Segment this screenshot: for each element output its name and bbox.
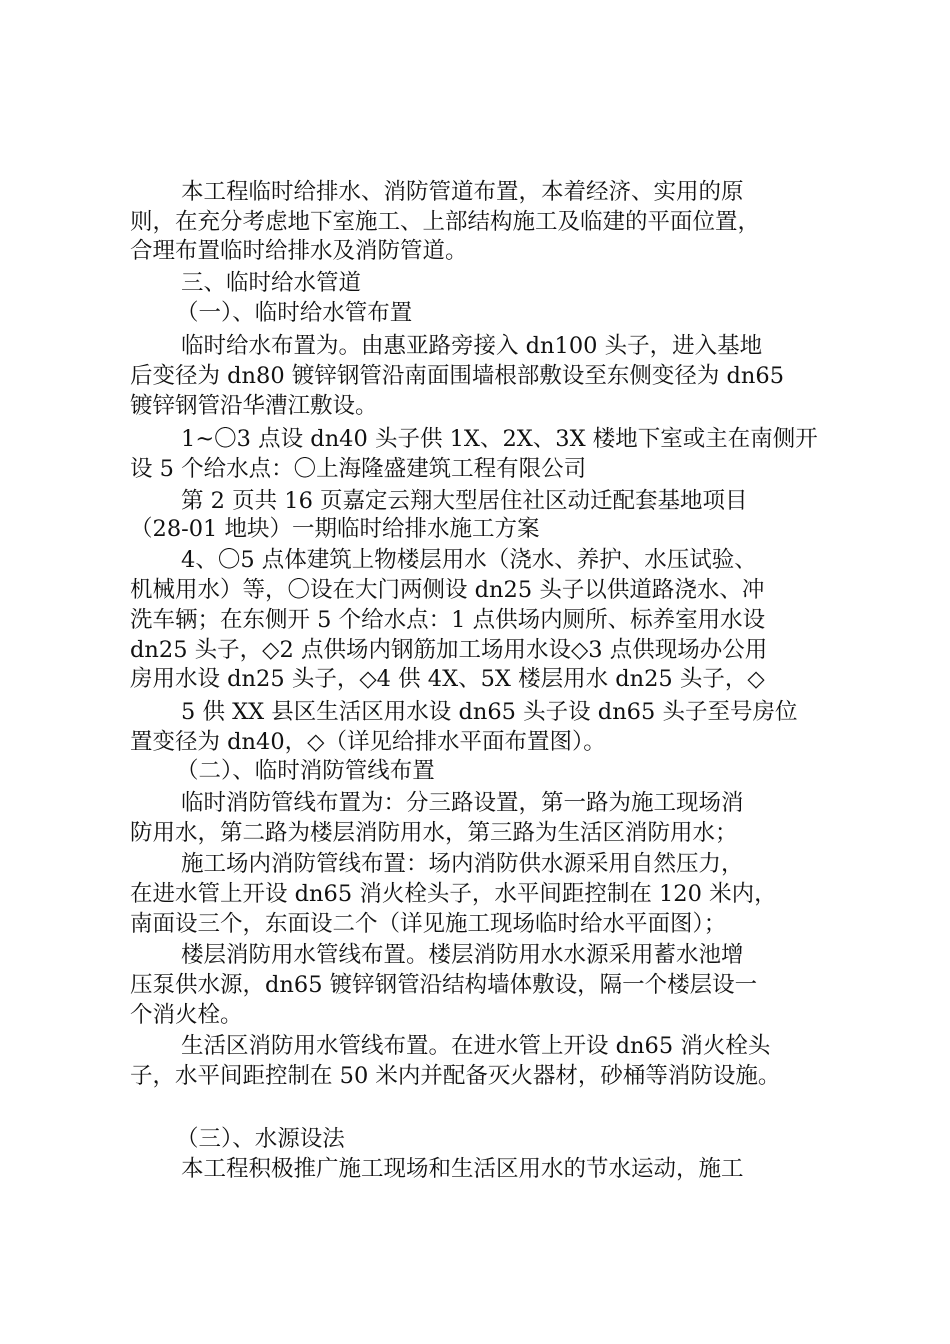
paragraph-line: 洗车辆；在东侧开 5 个给水点：1 点供场内厕所、标养室用水设 xyxy=(130,607,766,633)
subsection-heading: （二）、临时消防管线布置 xyxy=(176,758,435,784)
paragraph-line: 本工程临时给排水、消防管道布置，本着经济、实用的原 xyxy=(181,179,744,205)
paragraph-line: 南面设三个，东面设二个（详见施工现场临时给水平面图）； xyxy=(130,911,727,937)
paragraph-line: 临时消防管线布置为：分三路设置，第一路为施工现场消 xyxy=(181,790,744,816)
paragraph-line: 后变径为 dn80 镀锌钢管沿南面围墙根部敷设至东侧变径为 dn65 xyxy=(130,363,785,389)
paragraph-line: 合理布置临时给排水及消防管道。 xyxy=(130,238,468,264)
paragraph-line: 压泵供水源，dn65 镀锌钢管沿结构墙体敷设，隔一个楼层设一 xyxy=(130,972,758,998)
paragraph-line: 防用水，第二路为楼层消防用水，第三路为生活区消防用水； xyxy=(130,820,738,846)
subsection-heading: （三）、水源设法 xyxy=(176,1126,345,1152)
paragraph-line: 则，在充分考虑地下室施工、上部结构施工及临建的平面位置， xyxy=(130,209,761,235)
paragraph-line: 4、〇5 点体建筑上物楼层用水（浇水、养护、水压试验、 xyxy=(181,547,757,573)
paragraph-line: 第 2 页共 16 页嘉定云翔大型居住社区动迁配套基地项目 xyxy=(181,488,748,514)
paragraph-line: 房用水设 dn25 头子，◇4 供 4X、5X 楼层用水 dn25 头子，◇ xyxy=(130,666,765,692)
paragraph-line: 设 5 个给水点：〇上海隆盛建筑工程有限公司 xyxy=(130,456,587,482)
paragraph-line: 楼层消防用水管线布置。楼层消防用水水源采用蓄水池增 xyxy=(181,942,744,968)
paragraph-line: 5 供 XX 县区生活区用水设 dn65 头子设 dn65 头子至号房位 xyxy=(181,699,798,725)
paragraph-line: dn25 头子，◇2 点供场内钢筋加工场用水设◇3 点供现场办公用 xyxy=(130,637,768,663)
paragraph-line: 个消火栓。 xyxy=(130,1002,243,1028)
subsection-heading: （一）、临时给水管布置 xyxy=(176,300,413,326)
paragraph-line: 生活区消防用水管线布置。在进水管上开设 dn65 消火栓头 xyxy=(181,1033,771,1059)
paragraph-line: 子，水平间距控制在 50 米内并配备灭火器材，砂桶等消防设施。 xyxy=(130,1063,781,1089)
paragraph-line: 机械用水）等，〇设在大门两侧设 dn25 头子以供道路浇水、冲 xyxy=(130,577,765,603)
paragraph-line: （28-01 地块）一期临时给排水施工方案 xyxy=(130,516,540,542)
paragraph-line: 镀锌钢管沿华漕江敷设。 xyxy=(130,393,378,419)
paragraph-line: 置变径为 dn40，◇（详见给排水平面布置图）。 xyxy=(130,729,606,755)
paragraph-line: 1~〇3 点设 dn40 头子供 1X、2X、3X 楼地下室或主在南侧开 xyxy=(181,426,818,452)
paragraph-line: 本工程积极推广施工现场和生活区用水的节水运动，施工 xyxy=(181,1156,744,1182)
section-heading: 三、临时给水管道 xyxy=(181,270,362,296)
paragraph-line: 临时给水布置为。由惠亚路旁接入 dn100 头子，进入基地 xyxy=(181,333,763,359)
paragraph-line: 施工场内消防管线布置：场内消防供水源采用自然压力， xyxy=(181,851,744,877)
paragraph-line: 在进水管上开设 dn65 消火栓头子，水平间距控制在 120 米内， xyxy=(130,881,777,907)
